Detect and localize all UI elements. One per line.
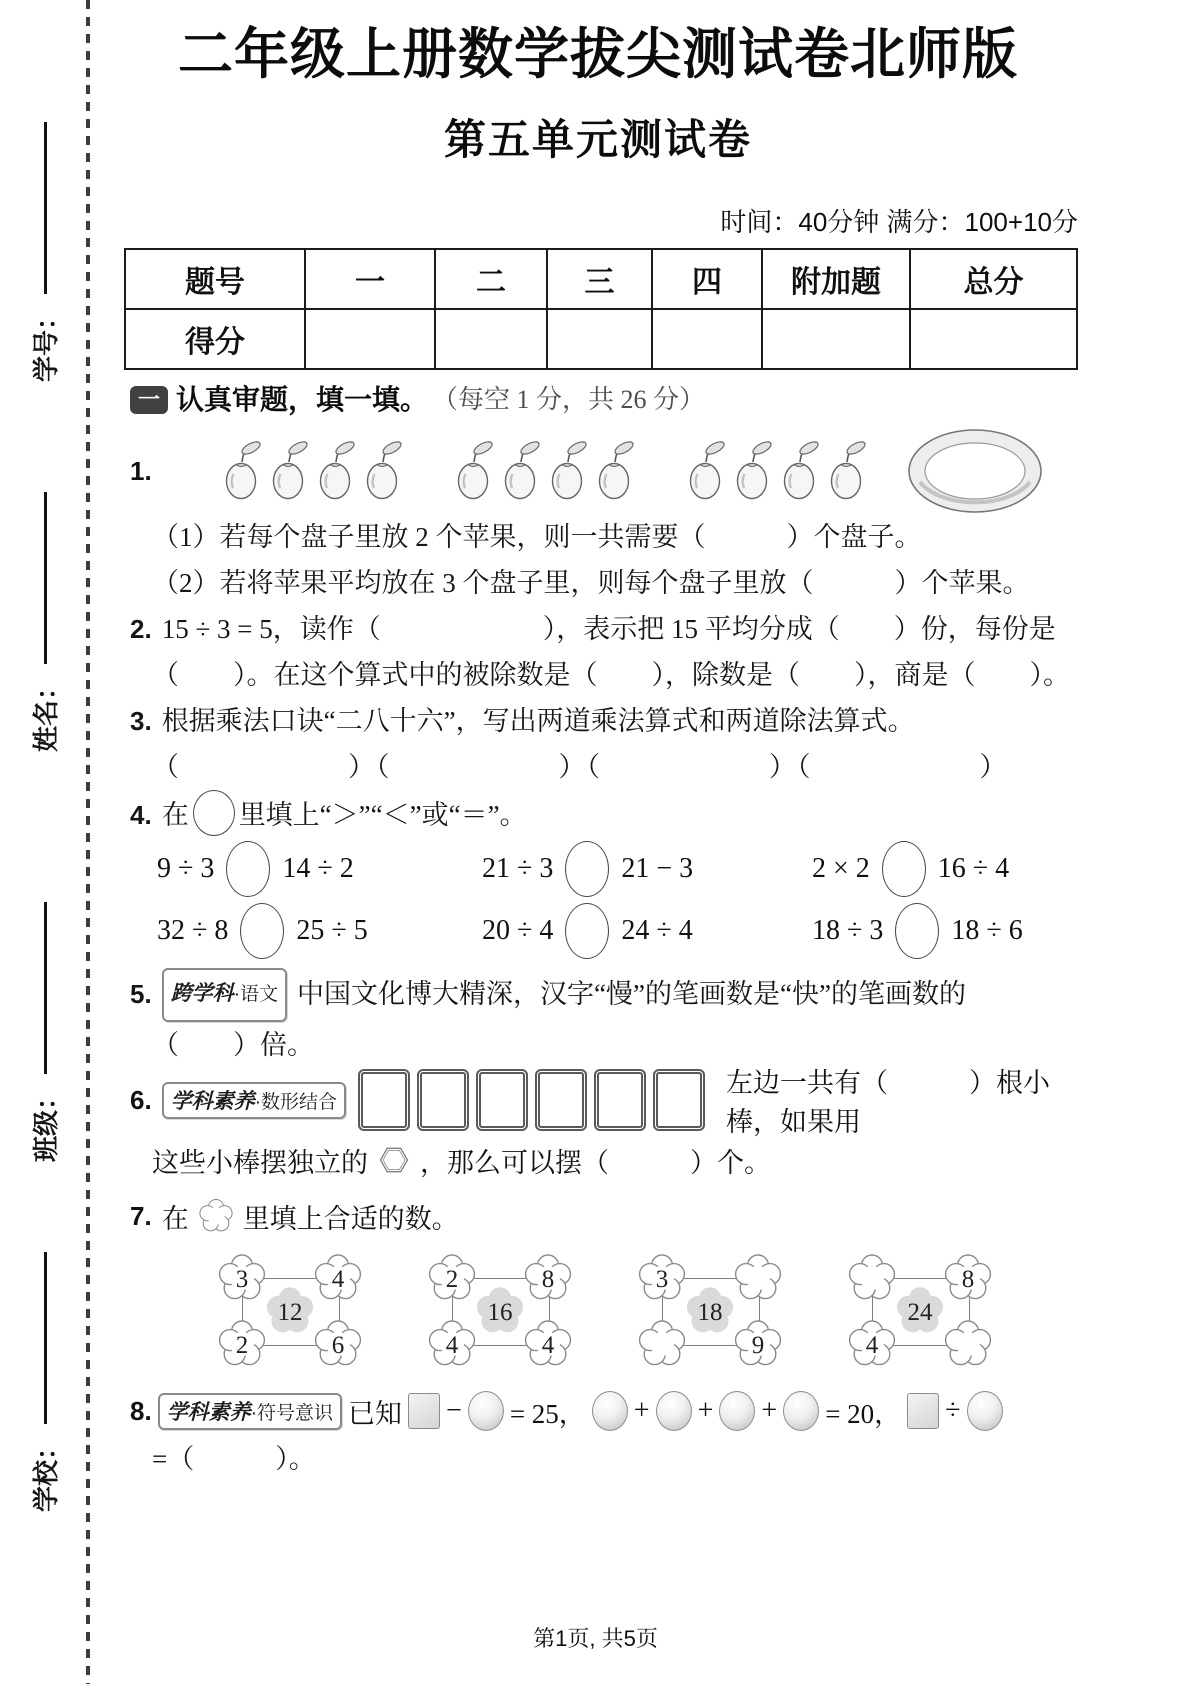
equals-20-text: = 20， — [825, 1398, 902, 1429]
score-empty-cell — [305, 309, 435, 369]
question-4-intro — [112, 790, 1084, 838]
compare-right: 24 ÷ 4 — [621, 915, 693, 946]
question-8-line-2: =（ ）。 — [152, 1444, 316, 1474]
compare-right: 18 ÷ 6 — [951, 915, 1023, 946]
apple-icon — [546, 438, 590, 504]
student-id-blank-line — [44, 122, 47, 294]
ball-symbol — [468, 1391, 504, 1431]
question-4-number: 4. — [130, 800, 152, 830]
plus-operator: + — [761, 1395, 778, 1426]
section-one-title: 认真审题，填一填。 — [176, 384, 429, 415]
question-5-line-2: （ ）倍。 — [152, 1030, 314, 1060]
compare-right: 14 ÷ 2 — [282, 853, 354, 884]
compare-right: 25 ÷ 5 — [296, 915, 368, 946]
stick-square — [476, 1069, 528, 1131]
section-one-note: （每空 1 分，共 26 分） — [432, 385, 706, 414]
apple-icon — [361, 438, 405, 504]
time-score-info: 时间：40分钟 满分：100+10分 — [720, 207, 1078, 237]
svg-text:16: 16 — [487, 1299, 513, 1326]
question-3-line-1 — [112, 698, 1084, 744]
apple-icon — [314, 438, 358, 504]
question-5-text-1: 中国文化博大精深，汉字“慢”的笔画数是“快”的笔画数的 — [297, 979, 966, 1009]
compare-left: 21 ÷ 3 — [482, 853, 554, 884]
svg-text:24: 24 — [907, 1299, 933, 1326]
score-header-cell: 一 — [305, 249, 435, 309]
apple-icon — [499, 438, 543, 504]
badge-bold-text: 学科素养 — [170, 1089, 255, 1113]
compare-item — [812, 900, 1084, 962]
stick-square — [535, 1069, 587, 1131]
question-4-intro-post: 里填上“＞”“＜”或“＝”。 — [238, 800, 527, 830]
square-symbol — [907, 1393, 939, 1429]
center-flower-icon — [678, 1282, 742, 1340]
section-one-header — [112, 382, 1084, 418]
paper-title: 二年级上册数学拔尖测试卷北师版 — [177, 23, 1018, 85]
apple-icon — [684, 438, 728, 504]
compare-right: 16 ÷ 4 — [937, 853, 1010, 884]
badge-bold-text: 跨学科 — [170, 982, 234, 1005]
question-5-line-1 — [112, 968, 1084, 1022]
class-label: 班级： — [31, 1083, 61, 1162]
competency-badge — [158, 1393, 342, 1430]
student-id-label: 学号： — [31, 303, 61, 382]
school-blank-line — [44, 1252, 47, 1424]
question-7-intro — [112, 1188, 1084, 1244]
plus-operator: + — [697, 1395, 714, 1426]
compare-item — [157, 838, 482, 900]
question-6-text-2a: 这些小棒摆独立的 — [152, 1147, 368, 1178]
main-content — [112, 0, 1084, 1482]
question-1-figure-row — [112, 428, 1084, 514]
flower-diagrams-row — [112, 1254, 1084, 1376]
plate-icon — [904, 426, 1046, 516]
question-6-text-2b: ，那么可以摆（ ）个。 — [420, 1147, 771, 1178]
apple-icon — [825, 438, 869, 504]
stick-square — [358, 1069, 410, 1131]
center-flower-icon — [888, 1282, 952, 1340]
cross-subject-badge — [162, 968, 287, 1022]
question-7-number: 7. — [130, 1200, 152, 1231]
question-6-line-2 — [112, 1132, 1084, 1188]
svg-text:4: 4 — [445, 1332, 459, 1359]
stick-square — [417, 1069, 469, 1131]
svg-text:12: 12 — [277, 1299, 303, 1326]
stick-squares-figure — [358, 1069, 712, 1131]
square-symbol — [408, 1393, 440, 1429]
apple-icon — [220, 438, 264, 504]
plus-operator: + — [633, 1395, 650, 1426]
score-header-cell: 二 — [435, 249, 547, 309]
question-7-intro-pre: 在 — [161, 1203, 189, 1234]
center-flower-icon — [258, 1282, 322, 1340]
compare-left: 2 × 2 — [812, 853, 870, 884]
apple-icon — [452, 438, 496, 504]
apple-groups — [220, 438, 916, 504]
score-row-label: 得分 — [125, 309, 305, 369]
score-header-cell: 三 — [547, 249, 652, 309]
question-8-number: 8. — [130, 1395, 152, 1426]
center-flower-icon — [468, 1282, 532, 1340]
score-header-cell: 题号 — [125, 249, 305, 309]
student-name-field — [26, 492, 63, 752]
question-2-line-1 — [112, 606, 1084, 652]
ball-symbol — [656, 1391, 692, 1431]
school-label: 学校： — [31, 1433, 61, 1512]
flower-diagram — [212, 1254, 372, 1376]
competency-badge — [162, 1082, 346, 1119]
student-name-label: 姓名： — [31, 673, 61, 752]
question-2-number: 2. — [130, 614, 152, 644]
class-field — [26, 902, 63, 1162]
question-6-text-1: 左边一共有（ ）根小棒，如果用 — [726, 1068, 1051, 1137]
ball-symbol — [783, 1391, 819, 1431]
svg-text:2: 2 — [235, 1332, 249, 1359]
question-8-known-text: 已知 — [348, 1398, 403, 1429]
question-3-number: 3. — [130, 706, 152, 736]
badge-rest-text: ·数形结合 — [254, 1091, 338, 1113]
question-1-line-2: （2）若将苹果平均放在 3 个盘子里，则每个盘子里放（ ）个苹果。 — [152, 568, 1030, 598]
compare-right: 21 − 3 — [621, 853, 694, 884]
section-one-badge: 一 — [130, 386, 168, 414]
compare-circle-icon — [565, 903, 609, 959]
compare-circle-icon — [193, 790, 235, 836]
score-header-cell: 总分 — [910, 249, 1077, 309]
stick-square — [594, 1069, 646, 1131]
school-field — [26, 1252, 63, 1512]
svg-text:8: 8 — [541, 1266, 555, 1293]
ball-symbol — [719, 1391, 755, 1431]
question-1-line-1: （1）若每个盘子里放 2 个苹果，则一共需要（ ）个盘子。 — [152, 522, 922, 552]
compare-left: 32 ÷ 8 — [157, 915, 229, 946]
score-header-cell: 附加题 — [762, 249, 910, 309]
minus-operator: − — [446, 1395, 462, 1426]
score-empty-cell — [762, 309, 910, 369]
flower-diagram — [632, 1254, 792, 1376]
apple-icon — [267, 438, 311, 504]
score-empty-cell — [652, 309, 762, 369]
score-empty-cell — [910, 309, 1077, 369]
svg-text:2: 2 — [445, 1266, 459, 1293]
page-footer: 第1页, 共5页 — [533, 1626, 658, 1651]
score-table — [124, 248, 1078, 370]
score-table-score-row — [125, 309, 1077, 369]
question-3-answer-brackets: （ ）（ ）（ ）（ ） — [152, 752, 1008, 782]
svg-text:8: 8 — [961, 1266, 975, 1293]
compare-circle-icon — [895, 903, 939, 959]
score-table-header-row — [125, 249, 1077, 309]
svg-text:6: 6 — [331, 1332, 345, 1359]
apple-icon — [593, 438, 637, 504]
student-id-field — [26, 122, 63, 382]
question-4-intro-pre: 在 — [161, 800, 189, 830]
compare-item — [157, 900, 482, 962]
ball-symbol — [592, 1391, 628, 1431]
flower-icon — [193, 1195, 239, 1237]
svg-text:4: 4 — [865, 1332, 879, 1359]
apple-icon — [731, 438, 775, 504]
flower-icon — [193, 1195, 239, 1237]
svg-text:4: 4 — [331, 1266, 345, 1293]
student-name-blank-line — [44, 492, 47, 664]
apple-group — [452, 438, 640, 504]
question-4-grid — [112, 838, 1084, 962]
svg-text:3: 3 — [235, 1266, 249, 1293]
compare-circle-icon — [226, 841, 270, 897]
apple-group — [684, 438, 872, 504]
hexagon-icon — [374, 1141, 414, 1179]
svg-text:4: 4 — [541, 1332, 555, 1359]
svg-text:9: 9 — [751, 1332, 765, 1359]
badge-bold-text: 学科素养 — [166, 1400, 251, 1424]
apple-group — [220, 438, 408, 504]
equals-25-text: = 25， — [509, 1398, 586, 1429]
apple-icon — [778, 438, 822, 504]
badge-rest-text: ·符号意识 — [250, 1402, 334, 1424]
question-6-line-1 — [112, 1068, 1084, 1137]
question-8-line-1 — [112, 1386, 1084, 1436]
compare-circle-icon — [882, 841, 926, 897]
score-empty-cell — [435, 309, 547, 369]
compare-item — [812, 838, 1084, 900]
badge-rest-text: ·语文 — [233, 984, 279, 1005]
ball-symbol — [967, 1391, 1003, 1431]
question-2-line-2: （ ）。在这个算式中的被除数是（ ），除数是（ ），商是（ ）。 — [152, 660, 1070, 690]
svg-text:18: 18 — [697, 1299, 723, 1326]
dashed-cut-line — [86, 0, 90, 1684]
divide-operator: ÷ — [945, 1395, 961, 1426]
compare-left: 20 ÷ 4 — [482, 915, 554, 946]
unit-subtitle: 第五单元测试卷 — [443, 116, 752, 163]
svg-text:3: 3 — [655, 1266, 669, 1293]
compare-left: 18 ÷ 3 — [812, 915, 884, 946]
question-5-number: 5. — [130, 979, 152, 1009]
score-header-cell: 四 — [652, 249, 762, 309]
question-2-text-1: 15 ÷ 3 = 5，读作（ ），表示把 15 平均分成（ ）份，每份是 — [161, 614, 1056, 644]
compare-circle-icon — [565, 841, 609, 897]
compare-item — [482, 838, 812, 900]
question-7-intro-post: 里填上合适的数。 — [242, 1203, 459, 1234]
question-3-text-1: 根据乘法口诀“二八十六”，写出两道乘法算式和两道除法算式。 — [161, 706, 915, 736]
compare-circle-icon — [240, 903, 284, 959]
question-6-number: 6. — [130, 1084, 152, 1115]
score-empty-cell — [547, 309, 652, 369]
flower-diagram — [842, 1254, 1002, 1376]
compare-left: 9 ÷ 3 — [157, 853, 215, 884]
compare-item — [482, 900, 812, 962]
question-1-number: 1. — [130, 455, 152, 486]
class-blank-line — [44, 902, 47, 1074]
flower-diagram — [422, 1254, 582, 1376]
stick-square — [653, 1069, 705, 1131]
